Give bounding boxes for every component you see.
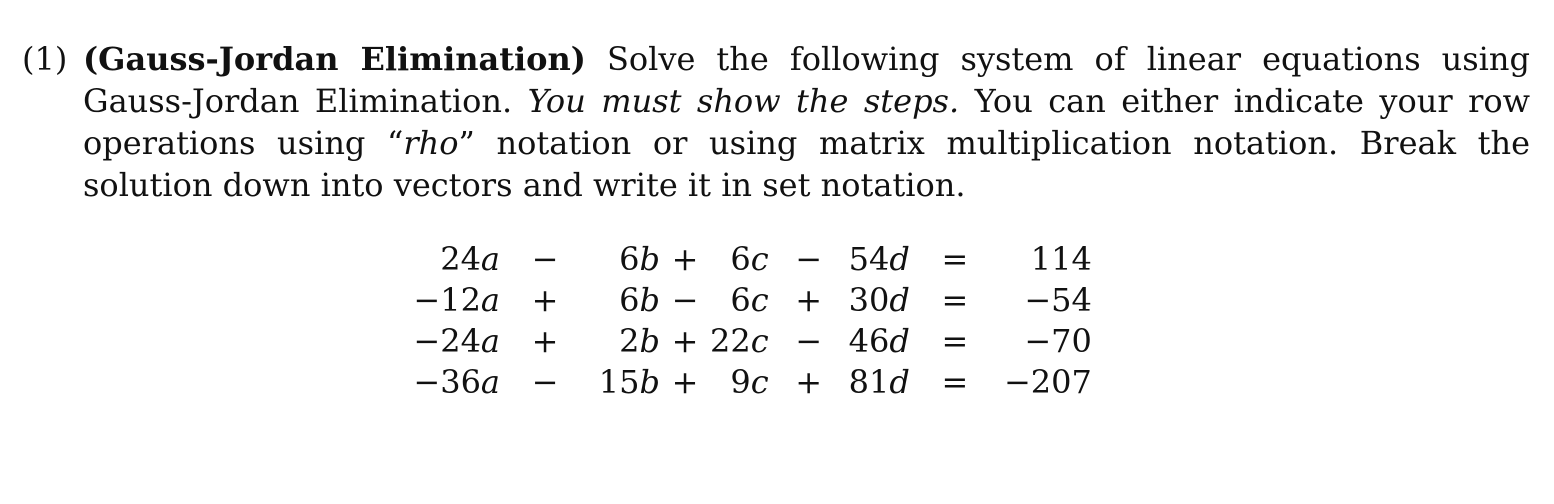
problem-paragraph — [22, 38, 1530, 206]
coefficient-c — [710, 320, 769, 361]
instruction-text-1: Solve the following system of linear equations using Gauss-Jordan Elimination. — [83, 40, 1531, 120]
coefficient-value: 54 — [848, 239, 890, 278]
operator: − — [531, 362, 559, 401]
operator: + — [531, 321, 559, 360]
variable: a — [480, 362, 500, 401]
problem-statement — [22, 38, 1530, 206]
variable: c — [750, 280, 769, 319]
coefficient-value: −12 — [413, 280, 481, 319]
equation-row — [408, 238, 1092, 279]
variable: c — [750, 321, 769, 360]
coefficient-value: 15 — [598, 362, 640, 401]
linear-system — [408, 238, 1092, 402]
operator: − — [671, 280, 699, 319]
variable: a — [480, 321, 500, 360]
operator: − — [531, 239, 559, 278]
coefficient-b — [590, 361, 660, 402]
coefficient-b — [590, 279, 660, 320]
problem-number: (1) — [22, 40, 68, 78]
coefficient-b — [590, 238, 660, 279]
operator: + — [671, 362, 699, 401]
equation-row — [408, 320, 1092, 361]
variable: b — [639, 239, 660, 278]
equation-row — [408, 361, 1092, 402]
rho-term: rho — [403, 124, 459, 162]
equals-sign: = — [941, 321, 969, 360]
coefficient-value: 24 — [440, 239, 481, 278]
coefficient-d — [849, 279, 910, 320]
right-hand-side: 114 — [1030, 239, 1092, 278]
coefficient-value: 22 — [710, 321, 751, 360]
instruction-text-3: ” notation or using matrix multiplication notation. Break the solution down into vectors and write it in set notation. — [83, 124, 1531, 204]
operator: + — [795, 362, 823, 401]
coefficient-value: −36 — [413, 362, 481, 401]
coefficient-value: 6 — [730, 280, 751, 319]
right-hand-side: −207 — [1003, 362, 1092, 401]
variable: c — [750, 239, 769, 278]
equals-sign: = — [941, 280, 969, 319]
variable: b — [639, 362, 660, 401]
coefficient-c — [710, 279, 769, 320]
coefficient-b — [590, 320, 660, 361]
variable: b — [639, 321, 660, 360]
right-hand-side: −54 — [1024, 280, 1092, 319]
linear-system-body — [408, 238, 1092, 402]
variable: d — [889, 321, 910, 360]
variable: a — [480, 280, 500, 319]
variable: d — [889, 280, 910, 319]
coefficient-a — [408, 320, 500, 361]
instruction-emphasis: You must show the steps. — [527, 82, 960, 120]
coefficient-c — [710, 361, 769, 402]
coefficient-d — [849, 238, 910, 279]
coefficient-d — [849, 361, 910, 402]
coefficient-value: 6 — [730, 239, 751, 278]
operator: − — [795, 239, 823, 278]
operator: + — [531, 280, 559, 319]
coefficient-value: 2 — [619, 321, 640, 360]
coefficient-value: 30 — [848, 280, 890, 319]
coefficient-value: 46 — [848, 321, 890, 360]
operator: + — [671, 321, 699, 360]
coefficient-a — [408, 238, 500, 279]
coefficient-a — [408, 279, 500, 320]
right-hand-side: −70 — [1024, 321, 1092, 360]
problem-title: (Gauss-Jordan Elimination) — [83, 40, 586, 78]
equation-row — [408, 279, 1092, 320]
variable: c — [750, 362, 769, 401]
coefficient-value: 81 — [848, 362, 890, 401]
coefficient-value: −24 — [413, 321, 481, 360]
operator: + — [671, 239, 699, 278]
coefficient-value: 6 — [619, 280, 640, 319]
instruction-text-2: You can either indicate your row operations using “ — [83, 82, 1531, 162]
operator: + — [795, 280, 823, 319]
coefficient-c — [710, 238, 769, 279]
variable: d — [889, 239, 910, 278]
coefficient-value: 6 — [619, 239, 640, 278]
variable: a — [480, 239, 500, 278]
variable: b — [639, 280, 660, 319]
coefficient-d — [849, 320, 910, 361]
operator: − — [795, 321, 823, 360]
equals-sign: = — [941, 362, 969, 401]
equals-sign: = — [941, 239, 969, 278]
coefficient-value: 9 — [730, 362, 751, 401]
variable: d — [889, 362, 910, 401]
coefficient-a — [408, 361, 500, 402]
